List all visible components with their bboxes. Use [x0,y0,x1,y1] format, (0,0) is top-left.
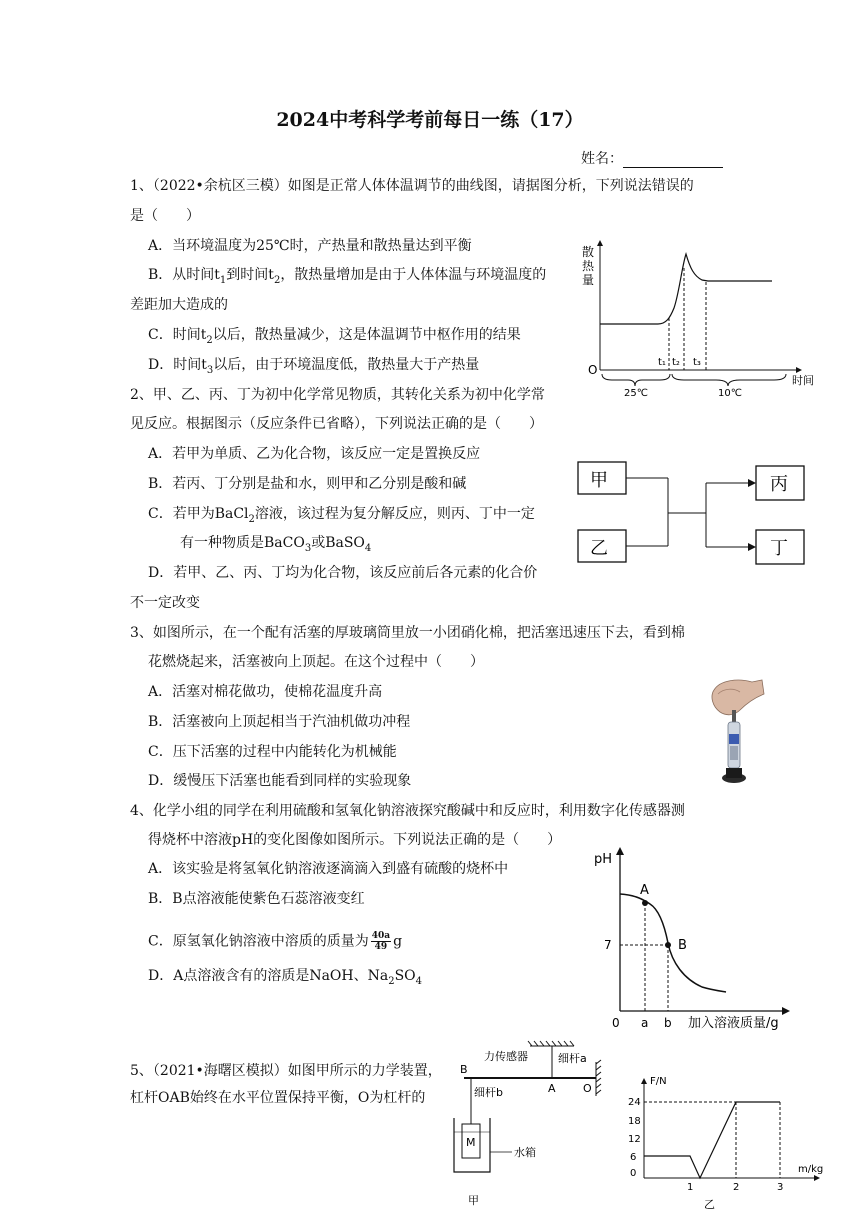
q2-stem-line1: 2、甲、乙、丙、丁为初中化学常见物质，其转化关系为初中化学常 [130,387,545,403]
name-field[interactable] [581,148,723,168]
q3-option-a[interactable]: A．活塞对棉花做功，使棉花温度升高 [148,684,383,700]
q5-caption-jia: 甲 [468,1194,479,1207]
q5-point-b: B [460,1063,468,1076]
q5-lever-figure [448,1040,608,1210]
q2-option-d-cont: 不一定改变 [130,595,200,611]
q1-option-c[interactable]: C．时间$t_2$以后，散热量减少，这是体温调节中枢作用的结果 [148,327,521,346]
q2-box-jia: 甲 [590,470,608,491]
q5-x2: 2 [733,1182,740,1193]
q4-option-b[interactable]: B．B点溶液能使紫色石蕊溶液变红 [148,891,365,907]
q5-x1: 1 [687,1182,694,1193]
q3-option-c[interactable]: C．压下活塞的过程中内能转化为机械能 [148,744,397,760]
q4-y7: 7 [604,938,612,952]
q5-stem-line1: 5、（2021•海曙区模拟）如图甲所示的力学装置， [130,1063,442,1079]
q1-stem-line2: 是（ ） [130,208,200,224]
q5-y24: 24 [628,1097,641,1108]
q5-y18: 18 [628,1116,641,1127]
q2-stem-line2: 见反应。根据图示（反应条件已省略），下列说法正确的是（ ） [130,416,543,432]
q2-box-bing: 丙 [770,474,788,495]
q4-point-b: B [678,938,687,953]
page-title: 2024中考科学考前每日一练（17） [276,109,584,131]
q5-force-graph [620,1072,830,1212]
q5-water-tank: 水箱 [514,1146,536,1159]
q1-ylabel-1: 散 [582,245,595,259]
q2-option-c[interactable]: C．若甲为BaCl$_2$溶液，该过程为复分解反应，则丙、丁中一定 [148,506,535,525]
q2-reaction-diagram [576,458,816,568]
q5-y0: 0 [630,1168,637,1179]
q4-option-a[interactable]: A．该实验是将氢氧化钠溶液逐滴滴入到盛有硫酸的烧杯中 [148,861,509,877]
piston-experiment-image [700,676,768,794]
q4-ylabel: pH [594,852,613,867]
q1-t1: t₁ [658,357,666,368]
q3-stem-line2: 花燃烧起来，活塞被向上顶起。在这个过程中（ ） [148,654,484,670]
q1-origin: O [588,363,598,377]
q4-option-d[interactable]: D．A点溶液含有的溶质是NaOH、$Na_2SO_4$ [148,968,423,987]
q5-stem-line2: 杠杆OAB始终在水平位置保持平衡，O为杠杆的 [130,1090,426,1106]
q1-temp-10: 10℃ [718,388,742,398]
q2-option-d[interactable]: D．若甲、乙、丙、丁均为化合物，该反应前后各元素的化合价 [148,565,538,581]
q4-ph-graph [592,845,802,1035]
q1-option-d[interactable]: D．时间$t_3$以后，由于环境温度低，散热量大于产热量 [148,357,480,376]
q1-xlabel: 时间 [792,374,814,387]
q5-xlabel: m/kg [798,1164,824,1175]
q5-force-sensor: 力传感器 [484,1050,528,1063]
q1-t2: t₂ [672,357,680,368]
q4-x-b: b [664,1016,672,1030]
q1-t3: t₃ [693,357,701,368]
q1-option-a[interactable]: A．当环境温度为25℃时，产热量和散热量达到平衡 [148,238,472,254]
q5-rod-a: 细杆a [558,1052,587,1065]
name-label: 姓名： [581,151,623,167]
q5-point-o: O [583,1082,592,1095]
q4-origin: 0 [612,1016,620,1030]
q3-option-d[interactable]: D．缓慢压下活塞也能看到同样的实验现象 [148,773,412,789]
q4-stem-line2: 得烧杯中溶液pH的变化图像如图所示。下列说法正确的是（ ） [148,832,562,848]
q5-x3: 3 [777,1182,784,1193]
q2-option-a[interactable]: A．若甲为单质、乙为化合物，该反应一定是置换反应 [148,446,481,462]
name-blank[interactable] [623,153,723,168]
q5-ylabel: F/N [650,1076,667,1087]
q4-fraction: $\frac{40a}{49}$ [371,931,391,952]
q1-ylabel-2: 热 [582,259,595,273]
q5-y12: 12 [628,1134,641,1145]
q5-point-a: A [548,1082,556,1095]
q4-option-c[interactable]: C．原氢氧化钠溶液中溶质的质量为 $\frac{40a}{49}$ g [148,931,403,952]
q2-option-b[interactable]: B．若丙、丁分别是盐和水，则甲和乙分别是酸和碱 [148,476,467,492]
q5-rod-b: 细杆b [474,1086,503,1099]
q1-heat-graph [578,238,823,398]
q2-option-c-cont: 有一种物质是BaCO$_3$或BaSO$_4$ [180,535,372,554]
q4-x-a: a [641,1016,649,1030]
q1-ylabel-3: 量 [582,273,595,287]
q1-option-b[interactable]: B．从时间$t_1$到时间$t_2$，散热量增加是由于人体体温与环境温度的 [148,267,547,286]
q1-stem-line1: 1、（2022•余杭区三模）如图是正常人体体温调节的曲线图，请据图分析，下列说法错误的 [130,178,694,194]
q1-option-b-cont: 差距加大造成的 [130,297,228,313]
q3-stem-line1: 3、如图所示，在一个配有活塞的厚玻璃筒里放一小团硝化棉，把活塞迅速压下去，看到棉 [130,625,685,641]
q5-caption-yi: 乙 [704,1198,715,1211]
q4-xlabel: 加入溶液质量/g [688,1016,779,1031]
q4-stem-line1: 4、化学小组的同学在利用硫酸和氢氧化钠溶液探究酸碱中和反应时，利用数字化传感器测 [130,803,685,819]
q2-box-yi: 乙 [590,538,608,559]
q5-y6: 6 [630,1152,637,1163]
q5-block-m: M [466,1136,476,1149]
q2-box-ding: 丁 [770,538,788,559]
q3-option-b[interactable]: B．活塞被向上顶起相当于汽油机做功冲程 [148,714,411,730]
q4-point-a: A [640,883,649,898]
q1-temp-25: 25℃ [624,388,648,398]
